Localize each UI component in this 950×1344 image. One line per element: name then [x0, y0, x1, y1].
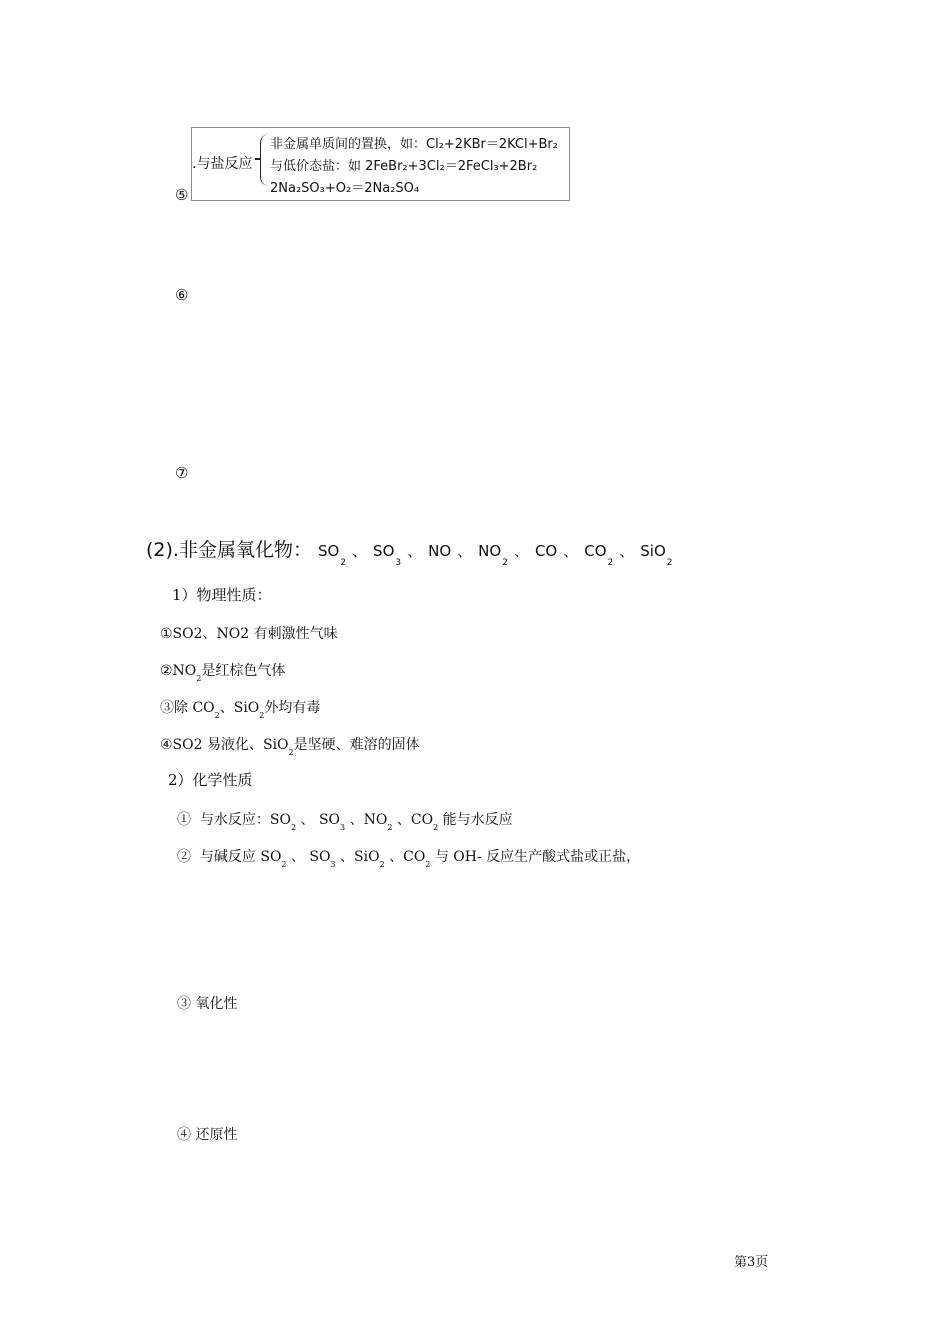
oxide-formula: SiO$_2$ [640, 542, 673, 568]
brace-icon [260, 134, 269, 186]
oxide-formula: NO [428, 542, 452, 560]
salt-reaction-figure [191, 127, 570, 201]
chemical-item-4: ④ 还原性 [177, 1127, 238, 1143]
physical-item-2: $②NO_2$是红棕色气体 [160, 663, 286, 683]
figure-line-1: 非金属单质间的置换，如：Cl₂+2KBr＝2KCl+Br₂ [270, 137, 558, 152]
physical-title: 1）物理性质： [172, 586, 272, 604]
oxide-formula: $CO_2$ [584, 542, 614, 568]
section-title: (2).非金属氧化物： [146, 539, 312, 561]
formula-separator: 、 [352, 542, 368, 560]
marker-6: ⑥ [175, 286, 189, 304]
formula-separator: 、 [407, 542, 423, 560]
oxide-formula-list [317, 542, 673, 568]
formula-separator: 、 [563, 542, 579, 560]
oxide-formula: $SO_3$ [373, 542, 402, 568]
oxide-formula: $NO_2$ [478, 542, 508, 568]
formula-separator: 、 [457, 542, 473, 560]
formula-separator: 、 [619, 542, 635, 560]
marker-7: ⑦ [175, 464, 189, 482]
page-number: 第3页 [734, 1255, 769, 1270]
marker-5: ⑤ [175, 186, 189, 204]
physical-item-4: ④SO2 易液化、SiO$_2$是坚硬、难溶的固体 [160, 737, 420, 757]
oxide-formula: CO [534, 542, 558, 560]
figure-lead-label: .与盐反应 [192, 156, 253, 172]
physical-item-3: ③除 $CO_2$、SiO$_2$外均有毒 [160, 700, 321, 720]
section-heading [146, 535, 673, 568]
chemical-item-2: ② 与碱反应 $SO_2$ 、 $SO_3$ 、SiO$_2$ 、$CO_2$ 与 OH- 反应生产酸式盐或正盐， [177, 849, 641, 869]
oxide-formula: $SO_2$ [317, 542, 347, 568]
figure-line-2: 与低价态盐：如 2FeBr₂+3Cl₂＝2FeCl₃+2Br₂ [270, 159, 538, 174]
chemical-title: 2）化学性质 [168, 771, 253, 789]
chemical-item-1: ① 与水反应：$SO_2$ 、 $SO_3$ 、$NO_2$ 、$CO_2$ 能与水反应 [177, 812, 513, 832]
formula-separator: 、 [513, 542, 529, 560]
chemical-item-3: ③ 氧化性 [177, 996, 238, 1012]
physical-item-1: ①SO2、NO2 有刺激性气味 [160, 626, 338, 642]
figure-line-3: 2Na₂SO₃+O₂＝2Na₂SO₄ [270, 181, 420, 196]
